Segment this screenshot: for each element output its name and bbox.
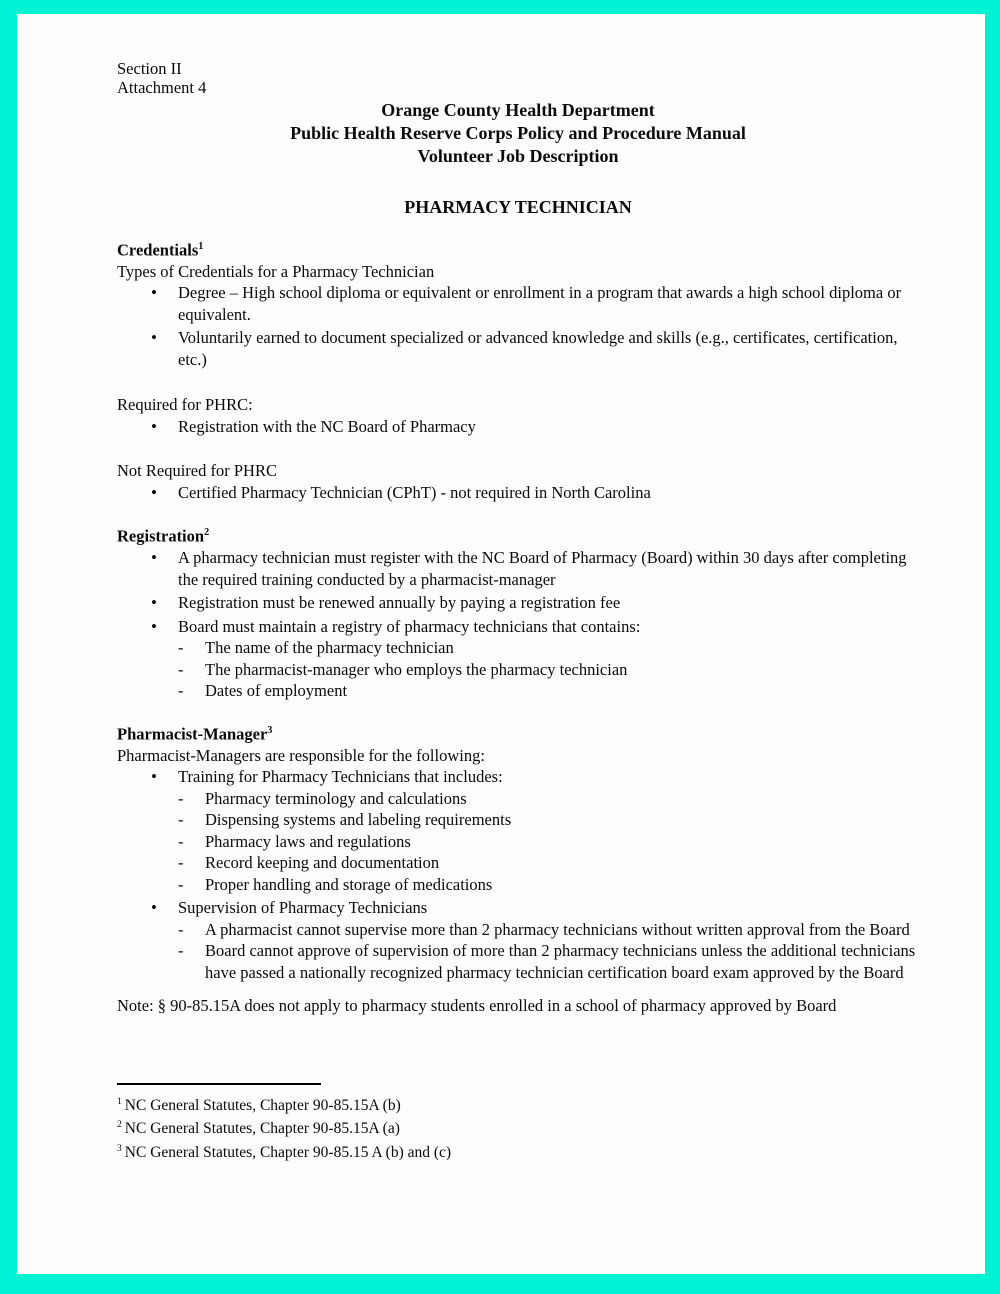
section-required-for-phrc [117,394,919,437]
not-required-heading: Not Required for PHRC [117,461,277,480]
required-list [117,416,919,438]
sub-list-item: - Board cannot approve of supervision of more than 2 pharmacy technicians unless the additional technicians have passed a nationally recognized pharmacy technician certification board exam approved by the Board [178,940,919,983]
list-item: • Voluntarily earned to document specialized or advanced knowledge and skills (e.g., certificates, certification, etc.) [117,327,919,370]
list-item: • Registration with the NC Board of Pharmacy [117,416,919,438]
registration-footnote-ref: 2 [204,527,210,538]
training-sublist [178,788,919,896]
footnotes [117,1083,919,1163]
section-pharmacist-manager [117,720,919,984]
pharmacist-manager-intro: Pharmacist-Managers are responsible for the following: [117,745,485,765]
registration-sublist [178,637,919,702]
footnote-separator [117,1083,321,1085]
sub-list-item: - Proper handling and storage of medications [178,874,919,896]
registration-heading [117,522,919,547]
registration-list [117,547,919,702]
pharmacist-manager-list [117,766,919,983]
not-required-list [117,482,919,504]
footnote-3-marker: 3 [117,1142,122,1154]
footnote-1 [117,1092,919,1116]
list-item [117,766,919,895]
registration-heading-text: Registration [117,526,205,546]
header-line-2: Public Health Reserve Corps Policy and Procedure Manual [290,123,746,143]
pharmacist-manager-heading [117,720,919,745]
sub-list-item: - Dispensing systems and labeling requirements [178,809,919,831]
footnote-3 [117,1139,919,1163]
document-content [17,14,985,1162]
credentials-intro: Types of Credentials for a Pharmacy Technician [117,261,435,281]
sub-list-item: - The name of the pharmacy technician [178,637,919,659]
document-header [117,99,919,168]
list-item-text: Training for Pharmacy Technicians that includes: [178,767,503,786]
footnote-2 [117,1115,919,1139]
note-text: Note: § 90-85.15A does not apply to pharmacy students enrolled in a school of pharmacy approved by Board [117,996,837,1015]
list-item [117,897,919,983]
required-heading: Required for PHRC: [117,395,253,414]
attachment-label: Attachment 4 [117,78,207,97]
sub-list-item: - Dates of employment [178,680,919,702]
credentials-list [117,282,919,370]
list-item [117,616,919,702]
list-item: • Degree – High school diploma or equivalent or enrollment in a program that awards a high school diploma or equivalent. [117,282,919,325]
supervision-sublist [178,919,919,984]
sub-list-item: - Record keeping and documentation [178,852,919,874]
footnote-1-text: NC General Statutes, Chapter 90-85.15A (b) [124,1096,401,1114]
list-item: • A pharmacy technician must register with the NC Board of Pharmacy (Board) within 30 days after completing the required training conducted by a pharmacist-manager [117,547,919,590]
pharmacist-manager-heading-text: Pharmacist-Manager [117,724,268,743]
list-item-text: Supervision of Pharmacy Technicians [178,898,428,917]
footnote-3-text: NC General Statutes, Chapter 90-85.15 A (b) and (c) [124,1143,452,1161]
header-line-1: Orange County Health Department [381,100,655,120]
section-registration [117,522,919,702]
doc-title: PHARMACY TECHNICIAN [404,197,632,217]
credentials-footnote-ref: 1 [198,240,204,252]
credentials-heading-text: Credentials [117,240,199,259]
corner-label [117,59,919,97]
section-label: Section II [117,59,182,78]
sub-list-item: - Pharmacy laws and regulations [178,831,919,853]
list-item: • Certified Pharmacy Technician (CPhT) - not required in North Carolina [117,482,919,504]
section-credentials [117,236,919,371]
pharmacist-manager-footnote-ref: 3 [267,724,273,736]
sub-list-item: - A pharmacist cannot supervise more than 2 pharmacy technicians without written approval from the Board [178,919,919,941]
list-item: • Registration must be renewed annually by paying a registration fee [117,592,919,614]
footnote-2-text: NC General Statutes, Chapter 90-85.15A (a) [124,1120,400,1138]
credentials-heading [117,236,919,261]
sub-list-item: - The pharmacist-manager who employs the pharmacy technician [178,659,919,681]
sub-list-item: - Pharmacy terminology and calculations [178,788,919,810]
list-item-text: Board must maintain a registry of pharmacy technicians that contains: [178,616,641,636]
footnote-2-marker: 2 [117,1119,122,1131]
footnote-1-marker: 1 [117,1095,122,1107]
section-not-required-for-phrc [117,460,919,503]
header-line-3: Volunteer Job Description [417,146,619,166]
document-page [17,14,985,1274]
